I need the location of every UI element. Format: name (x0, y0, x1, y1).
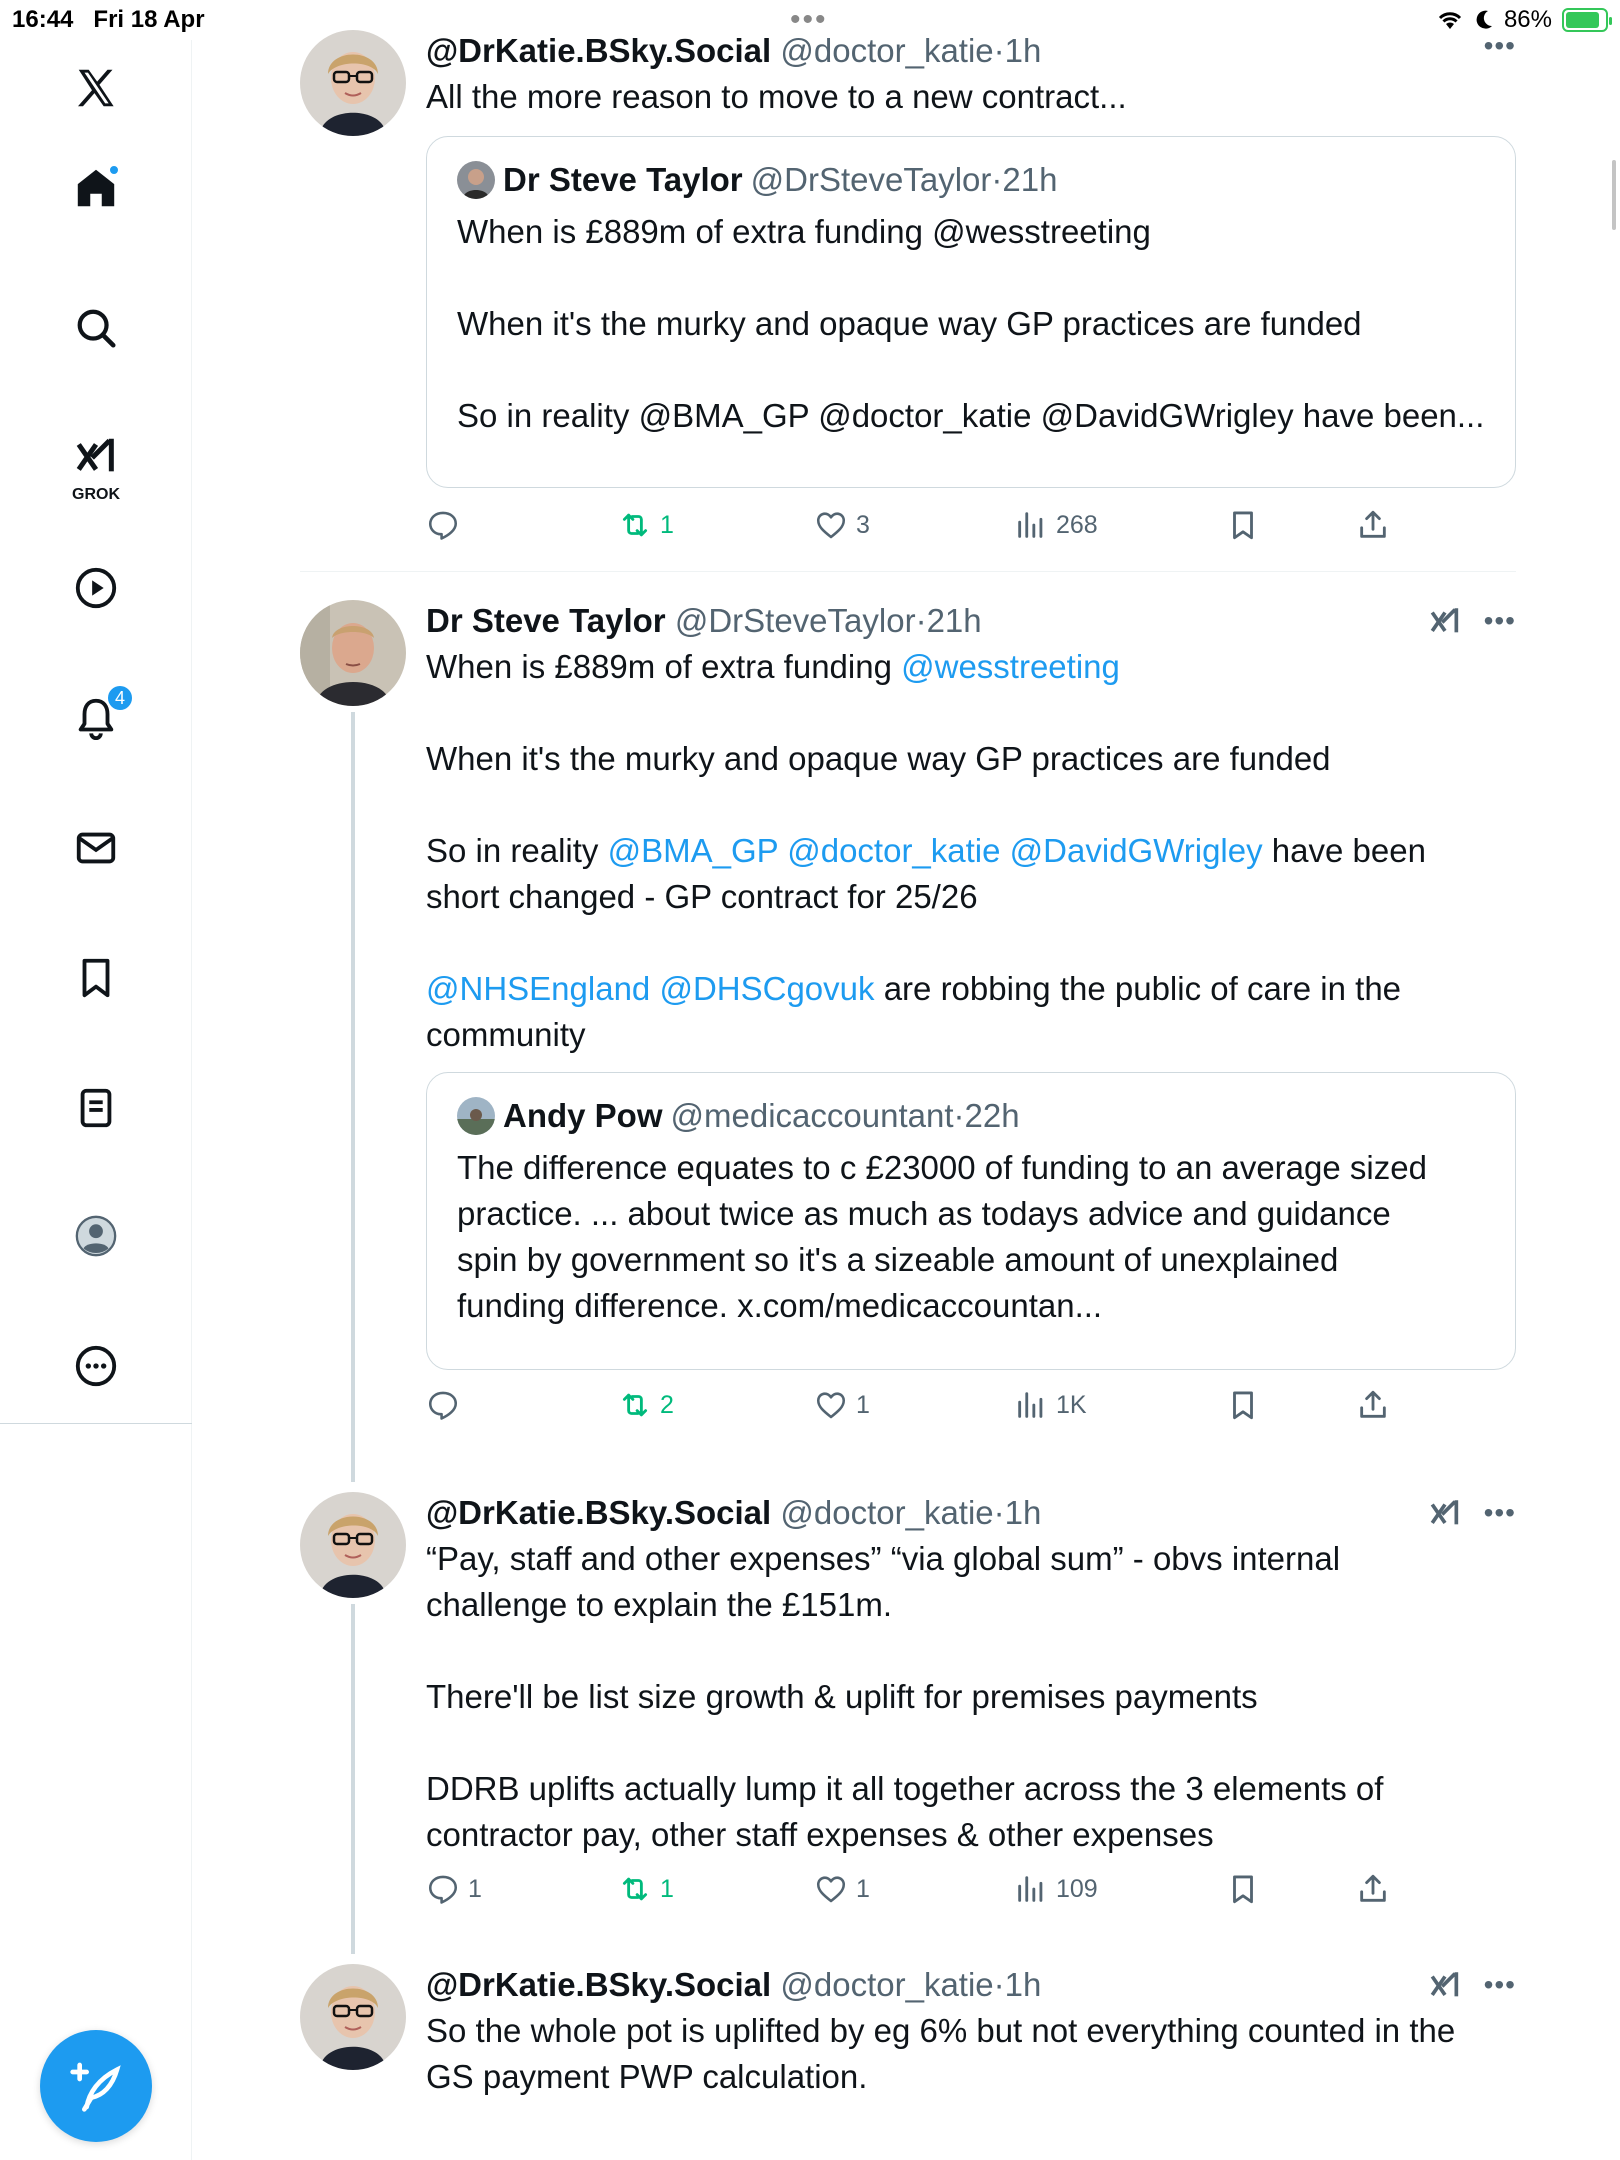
repost-count: 1 (660, 1874, 674, 1903)
tweet-body (426, 30, 1516, 558)
heart-icon (814, 1388, 848, 1422)
tweet-body (426, 1964, 1516, 2100)
tweet-body (426, 1492, 1516, 1922)
tweet-line: When it's the murky and opaque way GP practices are funded (426, 740, 1331, 777)
view-count: 268 (1056, 510, 1098, 539)
separator-dot: · (993, 1494, 1005, 1531)
quote-header (457, 159, 1485, 201)
quote-line (457, 255, 1485, 301)
tweet-header (426, 600, 1516, 642)
author-name[interactable]: @DrKatie.BSky.Social (426, 1494, 772, 1531)
separator-dot: · (993, 1966, 1005, 2003)
video-icon[interactable] (70, 562, 122, 614)
mention-link[interactable]: @doctor_katie (787, 832, 1001, 869)
share-icon (1356, 1872, 1390, 1906)
reply-icon (426, 1388, 460, 1422)
tweet-header (426, 30, 1516, 72)
header-actions (1483, 30, 1516, 61)
quote-line (457, 347, 1485, 393)
grok-icon[interactable] (1428, 1496, 1462, 1530)
tweet-line (426, 1720, 1516, 1766)
tweet-line: contractor pay, other staff expenses & other expenses (426, 1816, 1214, 1853)
repost-button[interactable] (618, 1872, 674, 1906)
reply-icon (426, 508, 460, 542)
timestamp[interactable]: 21h (926, 602, 982, 639)
battery-icon (1562, 8, 1608, 32)
quote-line: So in reality @BMA_GP @doctor_katie @DavidGWrigley have been... (457, 397, 1485, 434)
blank-line (426, 690, 1516, 736)
compose-post-button[interactable] (40, 2030, 152, 2142)
tweet-text (426, 1536, 1516, 1858)
scrollbar[interactable] (1612, 160, 1616, 230)
action-bar (426, 508, 1426, 558)
view-count: 109 (1056, 1874, 1098, 1903)
quote-line: When is £889m of extra funding @wesstreeting (457, 213, 1151, 250)
mention-link[interactable]: @wesstreeting (901, 648, 1120, 685)
tweet-text (426, 74, 1516, 120)
repost-icon (618, 1872, 652, 1906)
more-icon[interactable]: ••• (1483, 30, 1516, 61)
header-actions (1428, 1968, 1516, 2002)
battery-percent: 86% (1503, 6, 1552, 33)
quote-text (457, 1145, 1485, 1329)
separator-dot: · (915, 602, 927, 639)
quoted-tweet[interactable] (426, 136, 1516, 488)
thread-connector (351, 1604, 355, 1954)
like-button[interactable] (814, 1388, 870, 1422)
reply-icon (426, 1872, 460, 1906)
like-count: 1 (856, 1390, 870, 1419)
x-logo-icon[interactable] (70, 62, 122, 114)
mention-link[interactable]: @DHSCgovuk (659, 970, 875, 1007)
sidebar (0, 40, 192, 2160)
views-icon (1014, 508, 1048, 542)
tweet-body (426, 600, 1516, 1438)
status-date: Fri 18 Apr (93, 6, 205, 33)
author-handle[interactable]: @doctor_katie (780, 1494, 994, 1531)
avatar[interactable] (300, 600, 406, 706)
home-icon[interactable] (70, 162, 122, 214)
tweet-line: challenge to explain the £151m. (426, 1586, 892, 1623)
quote-line: practice. ... about twice as much as todays advice and guidance (457, 1195, 1391, 1232)
more-icon[interactable]: ••• (1483, 1497, 1516, 1528)
author-handle[interactable]: @doctor_katie (780, 1966, 994, 2003)
mention-link[interactable]: @NHSEngland (426, 970, 651, 1007)
quote-text (457, 209, 1485, 439)
bookmark-button[interactable] (1226, 1872, 1260, 1906)
grok-label: GROK (72, 486, 120, 503)
quote-header (457, 1095, 1485, 1137)
tweet-line: “Pay, staff and other expenses” “via global sum” - obvs internal (426, 1540, 1341, 1577)
multitask-handle[interactable]: ••• (790, 3, 828, 36)
tweet-line: GS payment PWP calculation. (426, 2058, 868, 2095)
home-badge-dot (108, 164, 120, 176)
timestamp[interactable]: 1h (1004, 1966, 1042, 2003)
quote-handle: @medicaccountant·22h (670, 1097, 1020, 1134)
tweet-line: When is £889m of extra funding @wesstreeting (426, 648, 1120, 685)
views-button[interactable] (1014, 1388, 1087, 1422)
sidebar-divider (0, 1423, 192, 1424)
like-button[interactable] (814, 508, 870, 542)
reply-button[interactable] (426, 1872, 482, 1906)
avatar[interactable] (300, 1964, 406, 2070)
reply-button[interactable] (426, 1388, 468, 1422)
avatar[interactable] (300, 30, 406, 136)
bookmark-button[interactable] (1226, 508, 1260, 542)
repost-button[interactable] (618, 1388, 674, 1422)
lists-icon[interactable] (70, 1082, 122, 1134)
share-button[interactable] (1356, 508, 1390, 542)
tweet-line (426, 1628, 1516, 1674)
tweet-text (426, 644, 1516, 1058)
like-button[interactable] (814, 1872, 870, 1906)
mention-link[interactable]: @BMA_GP (607, 832, 779, 869)
bookmark-icon (1226, 1388, 1260, 1422)
quoted-tweet[interactable] (426, 1072, 1516, 1370)
author-handle[interactable]: @doctor_katie (780, 32, 994, 69)
tweet-header (426, 1964, 1516, 2006)
separator-dot: · (993, 32, 1005, 69)
quote-author: Dr Steve Taylor (503, 161, 743, 198)
blank-line (426, 920, 1516, 966)
separator-dot: · (953, 1097, 965, 1134)
views-icon (1014, 1872, 1048, 1906)
tweet-text (426, 2008, 1516, 2100)
share-icon (1356, 1388, 1390, 1422)
action-bar (426, 1388, 1426, 1438)
more-icon[interactable]: ••• (1483, 605, 1516, 636)
like-count: 3 (856, 510, 870, 539)
share-button[interactable] (1356, 1872, 1390, 1906)
header-actions (1428, 1496, 1516, 1530)
tweet-line: short changed - GP contract for 25/26 (426, 878, 978, 915)
compose-feather-icon (68, 2058, 124, 2114)
tweet-line: @NHSEngland @DHSCgovuk are robbing the public of care in the (426, 970, 1402, 1007)
repost-icon (618, 508, 652, 542)
reply-count: 1 (468, 1874, 482, 1903)
like-count: 1 (856, 1874, 870, 1903)
repost-count: 1 (660, 510, 674, 539)
timestamp[interactable]: 1h (1004, 32, 1042, 69)
bell-icon[interactable] (70, 687, 125, 744)
author-name[interactable]: @DrKatie.BSky.Social (426, 1966, 772, 2003)
thread-connector (351, 712, 355, 1482)
repost-count: 2 (660, 1390, 674, 1419)
tweet-line: So the whole pot is uplifted by eg 6% but not everything counted in the (426, 2012, 1456, 2049)
views-button[interactable] (1014, 1872, 1098, 1906)
tweet-line: There'll be list size growth & uplift for premises payments (426, 1678, 1258, 1715)
quote-author: Andy Pow (503, 1097, 663, 1134)
bookmark-icon[interactable] (70, 952, 122, 1004)
tweet-line: All the more reason to move to a new contract... (426, 78, 1127, 115)
tweet-header (426, 1492, 1516, 1534)
more-icon[interactable]: ••• (1483, 1969, 1516, 2000)
more-options-icon[interactable] (70, 1340, 122, 1392)
quote-time: 22h (964, 1097, 1020, 1134)
tweet-line: community (426, 1016, 586, 1053)
heart-icon (814, 508, 848, 542)
blank-line (426, 782, 1516, 828)
quote-line: funding difference. x.com/medicaccountan... (457, 1287, 1103, 1324)
author-handle[interactable]: @DrSteveTaylor (674, 602, 916, 639)
tweet-line: DDRB uplifts actually lump it all together across the 3 elements of (426, 1770, 1384, 1807)
views-icon (1014, 1388, 1048, 1422)
quote-line: spin by government so it's a sizeable amount of unexplained (457, 1241, 1339, 1278)
grok-icon[interactable] (70, 430, 122, 503)
action-bar (426, 1872, 1426, 1922)
notifications-badge: 4 (106, 684, 134, 712)
mention-link[interactable]: @DavidGWrigley (1009, 832, 1263, 869)
heart-icon (814, 1872, 848, 1906)
tweet-separator (300, 571, 1516, 572)
quote-line: When it's the murky and opaque way GP practices are funded (457, 305, 1362, 342)
share-icon (1356, 508, 1390, 542)
grok-icon[interactable] (1428, 1968, 1462, 2002)
tweet-line: So in reality @BMA_GP @doctor_katie @DavidGWrigley have been (426, 832, 1426, 869)
author-name[interactable]: @DrKatie.BSky.Social (426, 32, 772, 69)
mail-icon[interactable] (70, 822, 122, 874)
bookmark-icon (1226, 508, 1260, 542)
repost-button[interactable] (618, 508, 674, 542)
quote-line: The difference equates to c £23000 of funding to an average sized (457, 1149, 1427, 1186)
view-count: 1K (1056, 1390, 1087, 1419)
views-button[interactable] (1014, 508, 1098, 542)
header-actions (1428, 604, 1516, 638)
share-button[interactable] (1356, 1388, 1390, 1422)
bookmark-button[interactable] (1226, 1388, 1260, 1422)
timeline (300, 0, 1516, 2160)
status-time: 16:44 Fri 18 Apr (12, 6, 205, 33)
bookmark-icon (1226, 1872, 1260, 1906)
author-name[interactable]: Dr Steve Taylor (426, 602, 666, 639)
reply-button[interactable] (426, 508, 468, 542)
quote-handle: @DrSteveTaylor·21h (750, 161, 1058, 198)
separator-dot: · (991, 161, 1003, 198)
quote-avatar (457, 161, 495, 199)
timestamp[interactable]: 1h (1004, 1494, 1042, 1531)
profile-icon[interactable] (70, 1210, 122, 1262)
avatar[interactable] (300, 1492, 406, 1598)
grok-icon[interactable] (1428, 604, 1462, 638)
repost-icon (618, 1388, 652, 1422)
quote-time: 21h (1002, 161, 1058, 198)
search-icon[interactable] (70, 302, 122, 354)
quote-avatar (457, 1097, 495, 1135)
